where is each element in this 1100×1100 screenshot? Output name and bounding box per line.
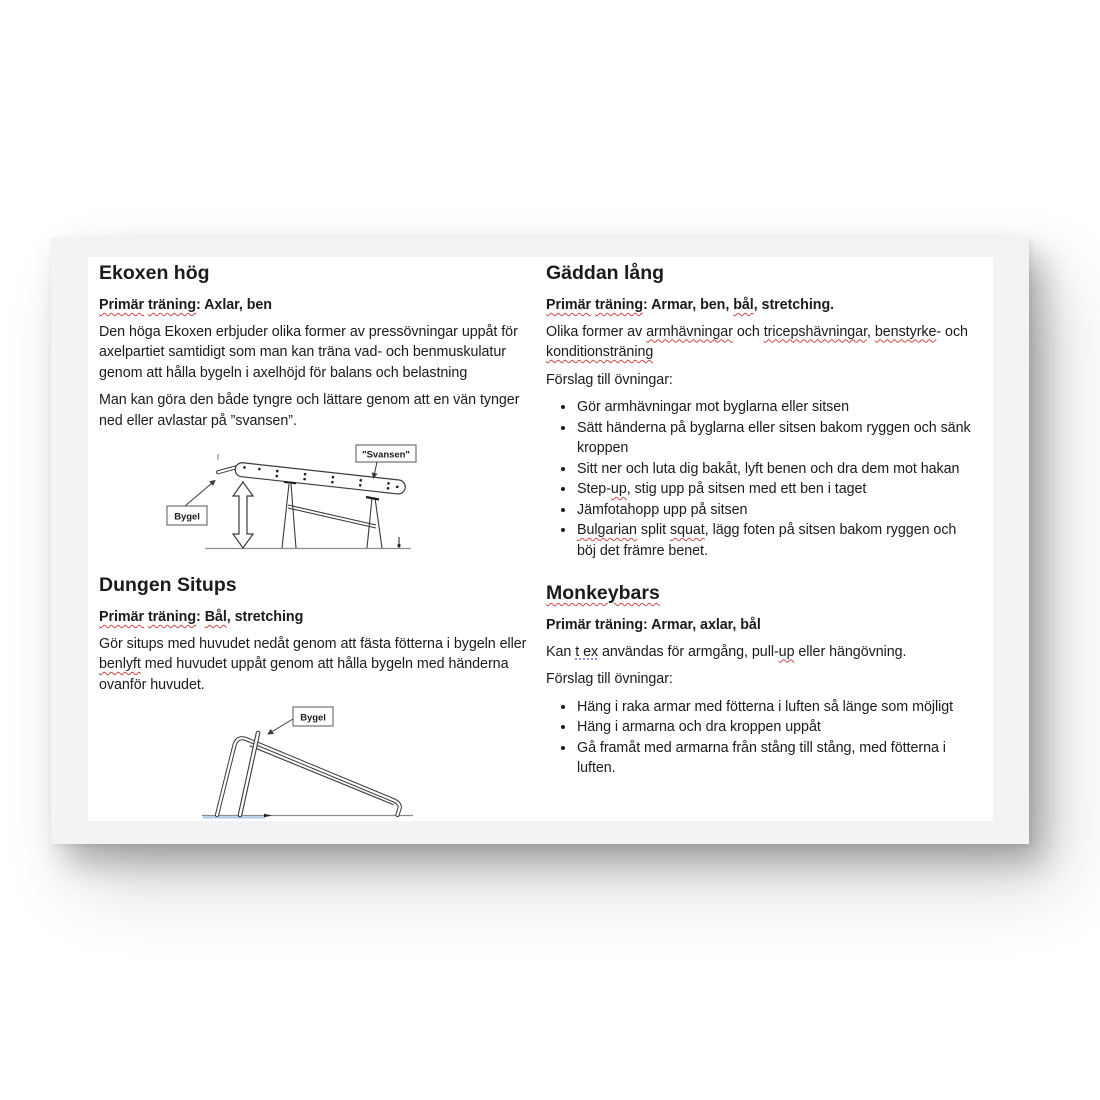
gaddan-exercise-list [546,397,974,561]
height-adjust-arrow [233,482,253,548]
left-column [99,261,527,821]
trestle-legs [282,484,382,548]
plank-attach-mark [366,497,379,500]
exercise-bullet: • Häng i armarna och dra kroppen uppåt [576,717,974,738]
plank [234,462,406,495]
ekoxen-diagram [155,438,435,563]
document-card [51,238,1029,844]
exercise-bullet: • Häng i raka armar med fötterna i luften så länge som möjligt [576,697,974,718]
dungen-paragraph-1: Gör situps med huvudet nedåt genom att fästa fötterna i bygeln eller benlyft med huvudet uppåt genom att hålla bygeln med händerna ovanför huvudet. [99,635,527,693]
exercise-bullet: • Jämfotahopp upp på sitsen [576,500,974,521]
gaddan-paragraph-1: Olika former av armhävningar och tricepshävningar, benstyrke- och konditionsträning [546,323,968,360]
svg-text:Bygel: Bygel [174,511,200,523]
section-title-gaddan: Gäddan lång [546,262,665,284]
exercise-bullet: • Sätt händerna på byglarna eller sitsen bakom ryggen och sänk kroppen [576,418,974,459]
section-title-monkeybars: Monkeybars [546,582,660,604]
exercise-bullet: • Gå framåt med armarna från stång till stång, med fötterna i luften. [576,738,974,779]
section-title-dungen: Dungen Situps [99,574,237,596]
exercise-bullet: • Sitt ner och luta dig bakåt, lyft benen och dra dem mot hakan [576,459,974,480]
right-column [546,261,974,787]
bygel-post [240,733,258,815]
document-page [88,257,993,821]
monkeybars-exercise-list [546,697,974,779]
monkeybars-paragraph-1: Kan t ex användas för armgång, pull-up eller hängövning. [546,643,907,660]
section-title-ekoxen: Ekoxen hög [99,262,210,284]
primary-training-dungen: Primär träning: Bål, stretching [99,609,304,625]
bygel-label [167,481,215,526]
bygel-label [268,707,333,734]
svg-text:"Svansen": "Svansen" [362,449,410,461]
exercise-bullet: • Gör armhävningar mot byglarna eller sitsen [576,397,974,418]
ekoxen-paragraph-2: Man kan göra den både tyngre och lättare genom att en vän tynger ned eller avlastar på ”svansen”. [99,392,520,429]
exercise-bullet: • Step-up, stig upp på sitsen med ett ben i taget [576,479,974,500]
svg-text:Bygel: Bygel [300,712,326,724]
svansen-label [356,445,416,478]
gaddan-suggestions-label: Förslag till övningar: [546,371,673,388]
primary-training-ekoxen: Primär träning: Axlar, ben [99,297,272,313]
primary-training-gaddan: Primär träning: Armar, ben, bål, stretching. [546,297,835,313]
monkeybars-suggestions-label: Förslag till övningar: [546,671,673,687]
ground-arrow [264,814,272,817]
primary-training-monkeybars: Primär träning: Armar, axlar, bål [546,617,761,633]
dungen-diagram [150,702,480,821]
ekoxen-paragraph-1: Den höga Ekoxen erbjuder olika former av pressövningar uppåt för axelpartiet samtidigt som man kan träna vad- och benmuskulatur genom att hålla bygeln i axelhöjd för balans och belastning [99,323,518,381]
exercise-bullet: • Bulgarian split squat, lägg foten på sitsen bakom ryggen och böj det främre benet. [576,520,974,561]
foot-marker [397,537,400,548]
